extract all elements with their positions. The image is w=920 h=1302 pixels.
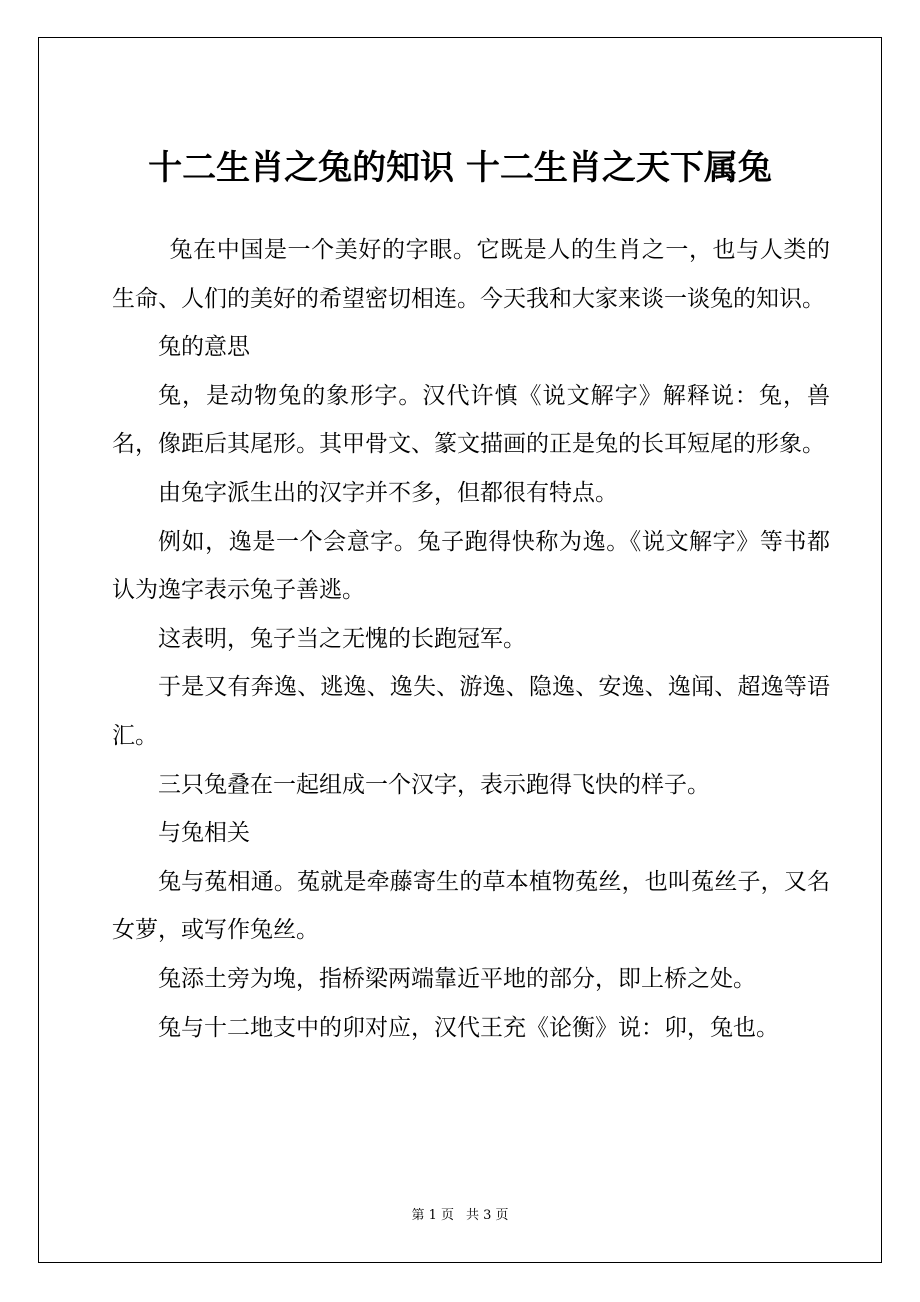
paragraph: 兔与十二地支中的卯对应，汉代王充《论衡》说：卯，兔也。 bbox=[158, 1014, 779, 1041]
document-body bbox=[112, 226, 830, 1052]
paragraph: 这表明，兔子当之无愧的长跑冠军。 bbox=[158, 625, 526, 652]
paragraph: 三只兔叠在一起组成一个汉字，表示跑得飞快的样子。 bbox=[158, 771, 710, 798]
paragraph-intro: 兔在中国是一个美好的字眼。它既是人的生肖之一，也与人类的生命、人们的美好的希望密切相连。今天我和大家来谈一谈兔的知识。 bbox=[112, 237, 830, 312]
section-heading-meaning: 兔的意思 bbox=[158, 334, 250, 361]
page-number-total: 共 3 页 bbox=[466, 1208, 509, 1223]
paragraph: 兔，是动物兔的象形字。汉代许慎《说文解字》解释说：兔，兽名，像距后其尾形。其甲骨文、篆文描画的正是兔的长耳短尾的形象。 bbox=[112, 382, 830, 458]
document-title: 十二生肖之兔的知识 十二生肖之天下属兔 bbox=[148, 148, 772, 188]
page-footer bbox=[38, 1206, 882, 1226]
paragraph: 兔与菟相通。菟就是牵藤寄生的草本植物菟丝，也叫菟丝子，又名女萝，或写作兔丝。 bbox=[112, 868, 830, 944]
paragraph: 兔添土旁为堍，指桥梁两端靠近平地的部分，即上桥之处。 bbox=[158, 965, 756, 992]
paragraph: 于是又有奔逸、逃逸、逸失、游逸、隐逸、安逸、逸闻、超逸等语汇。 bbox=[112, 674, 830, 749]
section-heading-related: 与兔相关 bbox=[158, 820, 250, 847]
paragraph: 例如，逸是一个会意字。兔子跑得快称为逸。《说文解字》等书都认为逸字表示兔子善逃。 bbox=[112, 528, 830, 604]
paragraph: 由兔字派生出的汉字并不多，但都很有特点。 bbox=[158, 479, 618, 506]
page-number-current: 第 1 页 bbox=[411, 1208, 454, 1223]
